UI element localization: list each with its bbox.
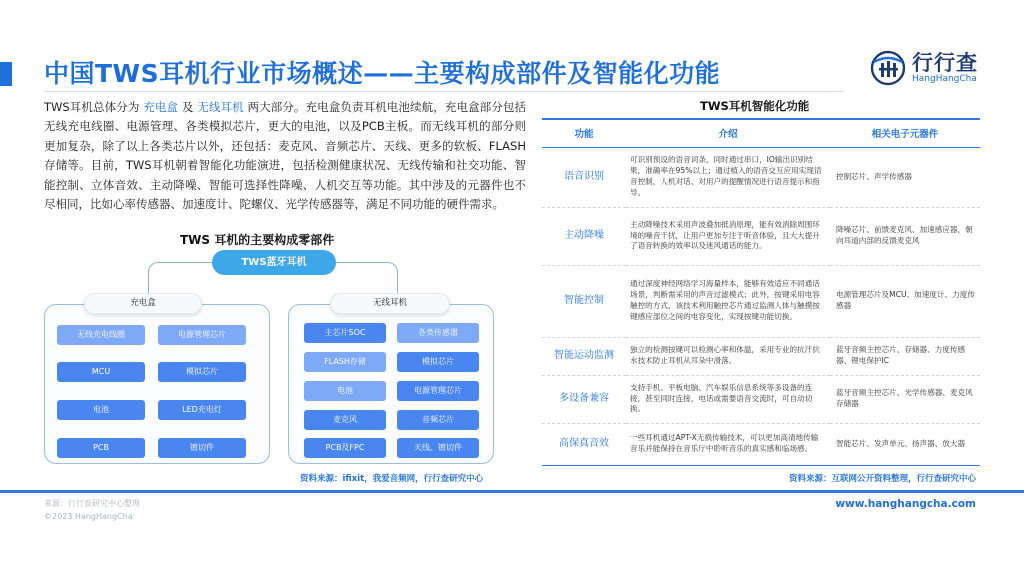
component-cell: 各类传感器 bbox=[397, 323, 479, 343]
feature-description: 独立的检测按键可以检测心率和体温，采用专业的抗汗抗水技术防止耳机从耳朵中滑落。 bbox=[626, 337, 830, 375]
component-cell: LED充电灯 bbox=[158, 400, 246, 420]
feature-description: 主动降噪技术采用声波叠加抵消原理，能有效消除周围环境的噪音干扰，让用户更加专注于听音体验，且大大提升了语音转换的效率以及迷风通话的能力。 bbox=[626, 207, 830, 265]
diagram-title: TWS 耳机的主要构成零部件 bbox=[180, 233, 335, 247]
feature-components: 控制芯片、声学传感器 bbox=[830, 147, 980, 207]
footer-website-link[interactable]: www.hanghangcha.com bbox=[835, 498, 976, 510]
intro-text-3: 两大部分。充电盒负责耳机电池续航，充电盒部分包括无线充电线圈、电源管理、各类模拟芯片，更大的电池，以及PCB主板。而无线耳机的部分则更加复杂，除了以上各类芯片以外，还包括：麦克风、音频芯片、天线、更多的软板、FLASH存储等。目前，TWS耳机朝着智能化功能演进，包括检测健康状况、无线传输和社交功能、智能控制、立体音效、主动降噪、智能可选择性降噪、人机交互等功能。其中涉及的元器件也不尽相同，比如心率传感器、加速度计、陀螺仪、光学传感器等，满足不同功能的硬件需求。 bbox=[44, 100, 527, 212]
title-underline bbox=[44, 91, 844, 92]
table-row bbox=[542, 375, 980, 423]
smart-features-table bbox=[542, 118, 980, 466]
brand-logo bbox=[868, 48, 978, 88]
component-cell: 镀切件 bbox=[158, 438, 246, 458]
feature-name: 主动降噪 bbox=[542, 207, 626, 265]
component-cell: FLASH存储 bbox=[304, 352, 386, 372]
component-cell: 麦克风 bbox=[304, 410, 386, 430]
intro-highlight-wireless-earbuds: 无线耳机 bbox=[197, 100, 244, 114]
table-header-row bbox=[542, 119, 980, 147]
feature-components: 蓝牙音频主控芯片、存储器、力度传感器、锂电保护IC bbox=[830, 337, 980, 375]
table-row bbox=[542, 147, 980, 207]
feature-description: 支持手机、平板电脑、汽车娱乐信息系统等多设备的连接，甚至同时连接，电话或需要语音交流时，可自动切换。 bbox=[626, 375, 830, 423]
feature-description: 一些耳机通过APT-X无损传输技术，可以更加高清地传输音乐并能保持在音乐厅中聆听音乐的真实感和临场感。 bbox=[626, 423, 830, 465]
logo-text-en: HangHangCha bbox=[912, 73, 977, 84]
table-header-cell: 功能 bbox=[542, 119, 626, 147]
feature-name: 语音识别 bbox=[542, 147, 626, 207]
table-row bbox=[542, 207, 980, 265]
intro-text-2: 及 bbox=[178, 100, 198, 114]
component-cell: PCB及FPC bbox=[304, 438, 386, 458]
component-cell: 主芯片SOC bbox=[304, 323, 386, 343]
table-header-cell: 介绍 bbox=[626, 119, 830, 147]
feature-components: 蓝牙音频主控芯片、光学传感器、麦克风存储器 bbox=[830, 375, 980, 423]
component-cell: 电池 bbox=[304, 381, 386, 401]
table-title: TWS耳机智能化功能 bbox=[700, 99, 810, 113]
table-header-cell: 相关电子元器件 bbox=[830, 119, 980, 147]
feature-components: 智能芯片、发声单元、扬声器、放大器 bbox=[830, 423, 980, 465]
group-label-wireless-earbuds: 无线耳机 bbox=[330, 293, 450, 314]
feature-components: 降噪芯片、前馈麦克风、加速感应器，朝向耳道内部的反馈麦克风 bbox=[830, 207, 980, 265]
feature-description: 通过深度神经网络学习海量样本，能够有效适应不同通话场景，判断需采用的声音过滤模式；此外，按键采用电容触控的方式，该技术利用触控芯片通过监测人体与触摸按键感应部位之间的电容变化，实现按键功能切换。 bbox=[626, 265, 830, 337]
component-cell: PCB bbox=[57, 438, 145, 458]
intro-paragraph bbox=[44, 98, 526, 214]
intro-highlight-charging-case: 充电盒 bbox=[143, 100, 179, 114]
component-cell: 模拟芯片 bbox=[158, 362, 246, 382]
logo-text-cn: 行行查 bbox=[912, 50, 978, 75]
diagram-source-note: 资料来源：ifixit，我爱音频网，行行查研究中心 bbox=[300, 474, 484, 484]
component-cell: 模拟芯片 bbox=[397, 352, 479, 372]
diagram-root-node: TWS蓝牙耳机 bbox=[212, 250, 336, 275]
component-cell: 电源管理芯片 bbox=[158, 325, 246, 345]
group-label-charging-case: 充电盒 bbox=[84, 293, 202, 314]
component-cell: 音频芯片 bbox=[397, 410, 479, 430]
feature-name: 智能控制 bbox=[542, 265, 626, 337]
title-accent-bar bbox=[0, 62, 12, 86]
feature-components: 电源管理芯片及MCU、加速度计、力度传感器 bbox=[830, 265, 980, 337]
connector-root-right bbox=[336, 262, 398, 296]
feature-name: 高保真音效 bbox=[542, 423, 626, 465]
table-row bbox=[542, 423, 980, 465]
table-row bbox=[542, 265, 980, 337]
table-source-note: 资料来源：互联网公开资料整理，行行查研究中心 bbox=[788, 474, 976, 484]
footer-copyright: ©2023 HangHangCha bbox=[44, 512, 133, 521]
component-cell: 天线、镀切件 bbox=[397, 438, 479, 458]
component-cell: 电源管理芯片 bbox=[397, 381, 479, 401]
table-row bbox=[542, 337, 980, 375]
connector-root-left bbox=[148, 262, 212, 296]
footer-source: 来源：行行查研究中心整理 bbox=[44, 499, 140, 508]
feature-name: 多设备兼容 bbox=[542, 375, 626, 423]
component-cell: 无线充电线圈 bbox=[57, 325, 145, 345]
component-cell: 电池 bbox=[57, 400, 145, 420]
component-cell: MCU bbox=[57, 362, 145, 382]
logo-mark-icon bbox=[868, 48, 908, 88]
footer-divider bbox=[0, 490, 1024, 493]
page-title: 中国TWS耳机行业市场概述——主要构成部件及智能化功能 bbox=[44, 59, 721, 88]
intro-text-1: TWS耳机总体分为 bbox=[44, 100, 144, 114]
feature-description: 可识别预设的语音词条，同时通过串口，IO输出识别结果，准确率在95%以上；通过植入的语音交互应用实现语音控制，人机对话、对用户的提醒情况进行语音提示和指导。 bbox=[626, 147, 830, 207]
feature-name: 智能运动监测 bbox=[542, 337, 626, 375]
